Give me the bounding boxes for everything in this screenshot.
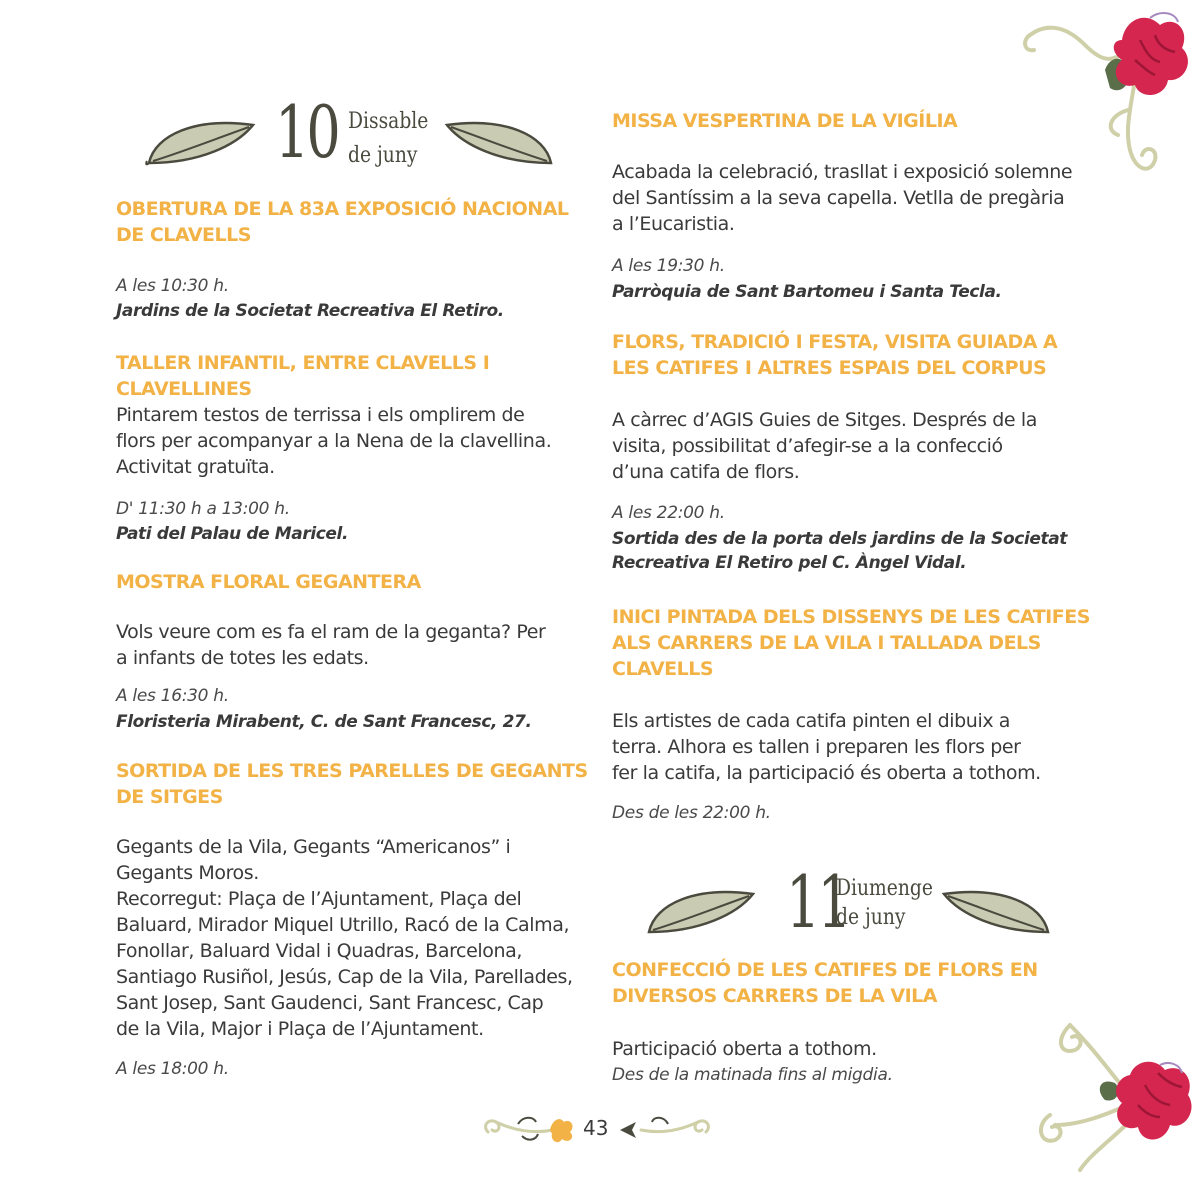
leaf-icon (940, 884, 1052, 936)
event-title: INICI PINTADA DELS DISSENYS DE LES CATIFES ALS CARRERS DE LA VILA I TALLADA DELS CLAVELLS (612, 606, 1090, 680)
event-place: Parròquia de Sant Bartomeu i Santa Tecla. (612, 282, 1002, 302)
event-title: OBERTURA DE LA 83A EXPOSICIÓ NACIONAL DE CLAVELLS (116, 198, 569, 246)
event-body: Gegants de la Vila, Gegants “Americanos” i Gegants Moros. Recorregut: Plaça de l’Ajuntament, Plaça del Baluard, Mirador Miquel Utrillo, Racó de la Calma, Fonollar, Baluard Vidal i Quadras, Barcelona, Santiago Rusiñol, Jesús, Cap de la Vila, Parellades, Sant Josep, Sant Gaudenci, Sant Francesc, Cap de la Vila, Major i Plaça de l’Ajuntament. (116, 836, 573, 1040)
event-body: A càrrec d’AGIS Guies de Sitges. Després de la visita, possibilitat d’afegir-se a la confecció d’una catifa de flors. (612, 409, 1037, 483)
event-title: FLORS, TRADICIÓ I FESTA, VISITA GUIADA A LES CATIFES I ALTRES ESPAIS DEL CORPUS (612, 331, 1058, 379)
day-weekday: Dissable (348, 109, 429, 134)
event-place: Pati del Palau de Maricel. (116, 524, 349, 544)
day-month: de juny (348, 143, 418, 168)
event-place: Sortida des de la porta dels jardins de la Societat Recreativa El Retiro pel C. Àngel Vidal. (612, 529, 1068, 573)
day-number: 10 (275, 90, 338, 174)
day-number: 11 (786, 860, 849, 944)
event-body: Acabada la celebració, trasllat i exposició solemne del Santíssim a la seva capella. Vetlla de pregària a l’Eucaristia. (612, 161, 1073, 235)
event-title: MOSTRA FLORAL GEGANTERA (116, 571, 421, 593)
event-body: Vols veure com es fa el ram de la geganta? Per a infants de totes les edats. (116, 621, 546, 669)
event-time: A les 10:30 h. (116, 276, 229, 296)
event-title: CONFECCIÓ DE LES CATIFES DE FLORS EN DIVERSOS CARRERS DE LA VILA (612, 959, 1038, 1007)
floral-ornament-icon (616, 1108, 716, 1148)
event-title: TALLER INFANTIL, ENTRE CLAVELLS I CLAVELLINES (116, 352, 490, 400)
floral-ornament-icon (478, 1108, 578, 1148)
leaf-icon (145, 115, 257, 167)
event-time: A les 16:30 h. (116, 686, 229, 706)
event-title: SORTIDA DE LES TRES PARELLES DE GEGANTS DE SITGES (116, 760, 588, 808)
page-number: 43 (583, 1116, 609, 1140)
event-title: MISSA VESPERTINA DE LA VIGÍLIA (612, 110, 958, 132)
leaf-icon (443, 115, 555, 167)
day-weekday: Diumenge (836, 876, 933, 901)
event-time: D' 11:30 h a 13:00 h. (116, 499, 290, 519)
event-body: Participació oberta a tothom. (612, 1038, 877, 1060)
leaf-icon (645, 884, 757, 936)
event-time: A les 18:00 h. (116, 1059, 229, 1079)
event-time: Des de la matinada fins al migdia. (612, 1065, 893, 1085)
event-place: Jardins de la Societat Recreativa El Retiro. (116, 301, 504, 321)
event-body: Els artistes de cada catifa pinten el dibuix a terra. Alhora es tallen i preparen les flors per fer la catifa, la participació és oberta a tothom. (612, 710, 1041, 784)
event-time: A les 19:30 h. (612, 256, 725, 276)
day-month: de juny (836, 905, 906, 930)
event-time: A les 22:00 h. (612, 503, 725, 523)
carnation-flower-icon (1010, 1005, 1195, 1195)
event-body: Pintarem testos de terrissa i els omplirem de flors per acompanyar a la Nena de la clavellina. Activitat gratuïta. (116, 404, 552, 478)
event-place: Floristeria Mirabent, C. de Sant Francesc, 27. (116, 712, 532, 732)
event-time: Des de les 22:00 h. (612, 803, 771, 823)
